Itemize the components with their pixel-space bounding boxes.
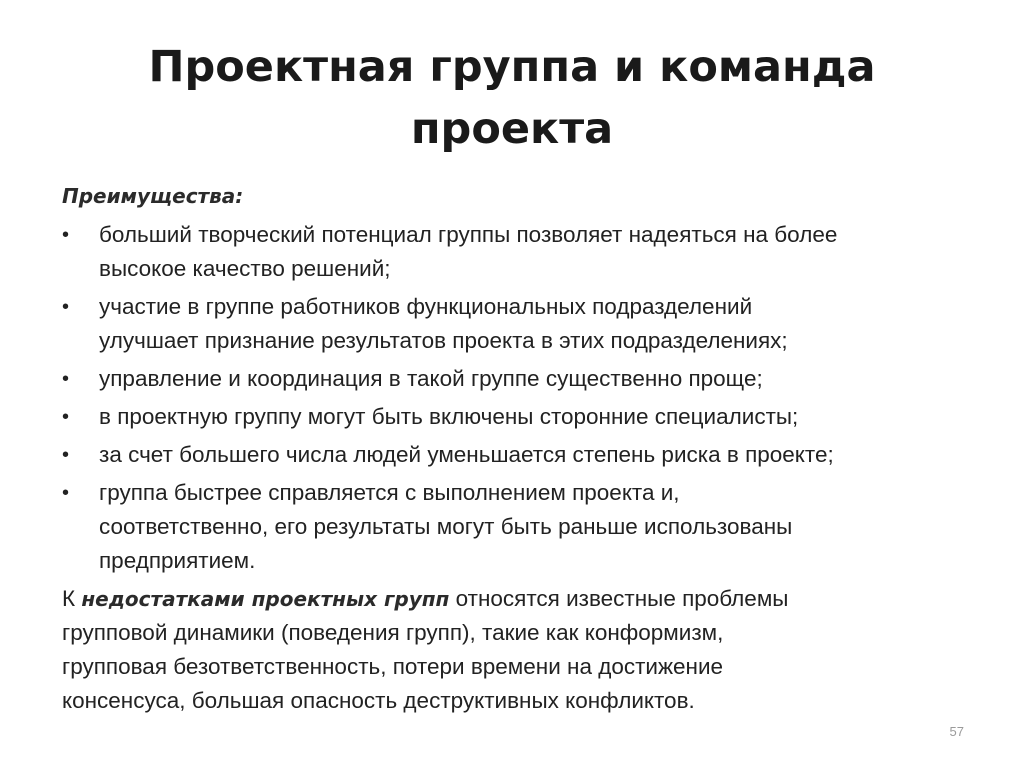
closing-line: групповая безответственность, потери времени на достижение	[62, 654, 724, 679]
list-item	[62, 290, 962, 358]
bullet-icon: •	[62, 224, 70, 246]
advantages-list	[62, 218, 962, 578]
list-item-line: предприятием.	[99, 548, 256, 573]
list-item-line: за счет большего числа людей уменьшается степень риска в проекте;	[99, 442, 834, 467]
closing-line: консенсуса, большая опасность деструктивных конфликтов.	[62, 688, 695, 713]
list-item	[62, 400, 962, 434]
page-number: 57	[949, 724, 964, 739]
list-item-line: высокое качество решений;	[99, 256, 391, 281]
list-item	[62, 362, 962, 396]
bullet-icon: •	[62, 444, 70, 466]
list-item-line: группа быстрее справляется с выполнением проекта и,	[99, 480, 680, 505]
list-item-line: в проектную группу могут быть включены сторонние специалисты;	[99, 404, 799, 429]
list-item-line: улучшает признание результатов проекта в этих подразделениях;	[99, 328, 788, 353]
closing-line: относятся известные проблемы	[449, 586, 789, 611]
advantages-heading: Преимущества:	[62, 184, 244, 208]
bullet-icon: •	[62, 406, 70, 428]
closing-prefix: К	[62, 586, 82, 611]
disadvantages-emphasis: недостатками проектных групп	[81, 587, 450, 611]
list-item-line: соответственно, его результаты могут быть раньше использованы	[99, 514, 793, 539]
slide-title	[0, 36, 1024, 160]
disadvantages-paragraph	[62, 582, 962, 718]
list-item-line: участие в группе работников функциональных подразделений	[99, 294, 753, 319]
bullet-icon: •	[62, 368, 70, 390]
slide-title-line1: Проектная группа и команда проекта	[148, 42, 876, 154]
bullet-icon: •	[62, 482, 70, 504]
bullet-icon: •	[62, 296, 70, 318]
list-item	[62, 218, 962, 286]
list-item-line: больший творческий потенциал группы позволяет надеяться на более	[99, 222, 838, 247]
list-item-line: управление и координация в такой группе существенно проще;	[99, 366, 763, 391]
list-item	[62, 476, 962, 578]
closing-line: групповой динамики (поведения групп), такие как конформизм,	[62, 620, 724, 645]
list-item	[62, 438, 962, 472]
slide-content	[62, 178, 962, 718]
